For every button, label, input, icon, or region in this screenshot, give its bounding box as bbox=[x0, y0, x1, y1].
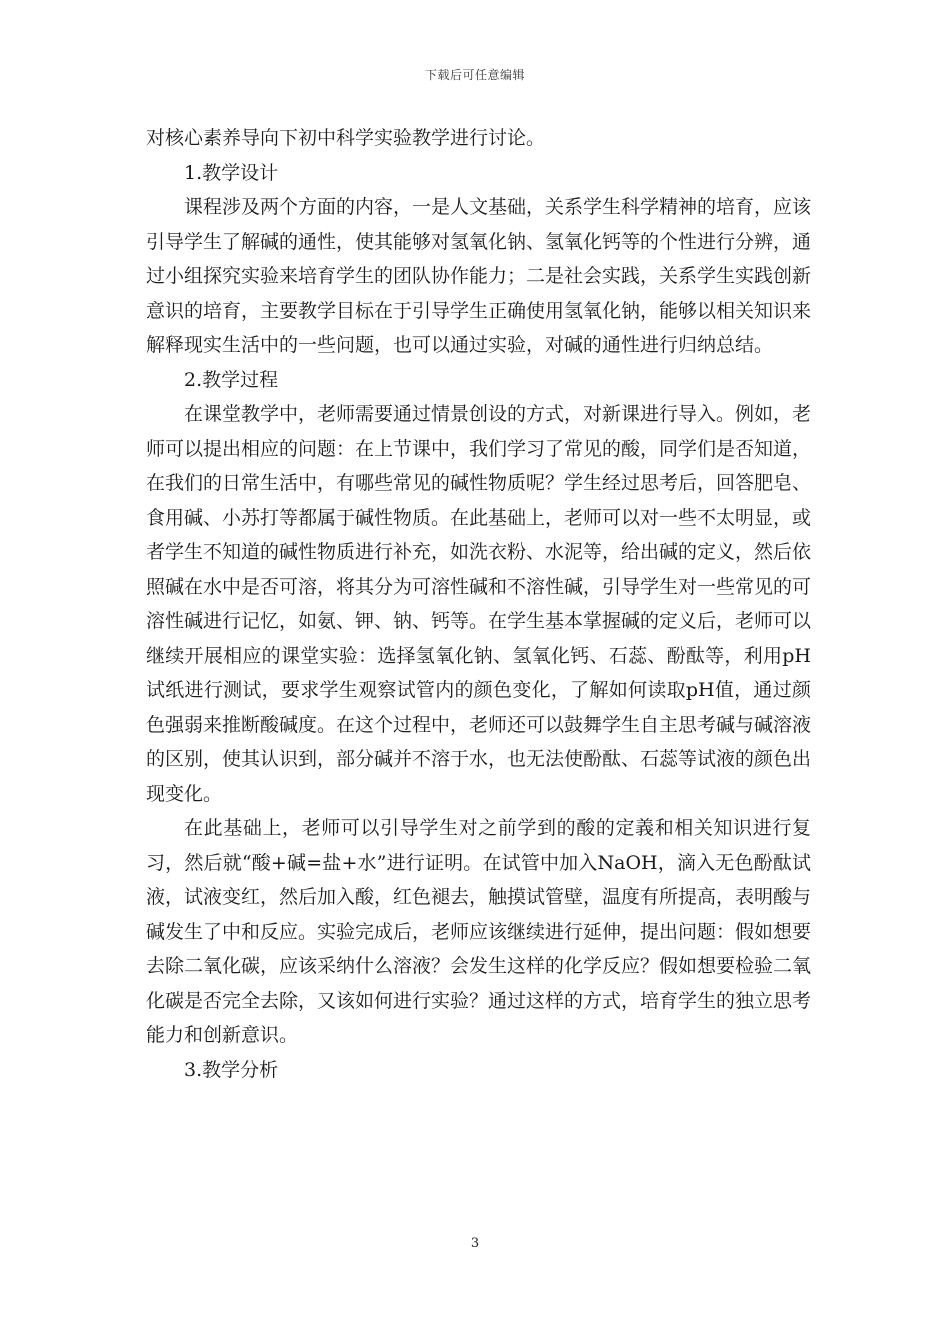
section-heading-teaching-process: 2.教学过程 bbox=[184, 368, 279, 391]
paragraph-teaching-design: 课程涉及两个方面的内容，一是人文基础，关系学生科学精神的培育，应该引导学生了解碱的通性，使其能够对氢氧化钠、氢氧化钙等的个性进行分辨，通过小组探究实验来培育学生的团队协作能力；二是社会实践，关系学生实践创新意识的培育，主要教学目标在于引导学生正确使用氢氧化钠，能够以相关知识来解释现实生活中的一些问题，也可以通过实验，对碱的通性进行归纳总结。 bbox=[146, 196, 812, 356]
section-heading-teaching-design: 1.教学设计 bbox=[184, 161, 279, 184]
document-body bbox=[146, 121, 811, 1087]
paragraph-teaching-process-1: 在课堂教学中，老师需要通过情景创设的方式，对新课进行导入。例如，老师可以提出相应的问题：在上节课中，我们学习了常见的酸，同学们是否知道，在我们的日常生活中，有哪些常见的碱性物质呢？学生经过思考后，回答肥皂、食用碱、小苏打等都属于碱性物质。在此基础上，老师可以对一些不太明显，或者学生不知道的碱性物质进行补充，如洗衣粉、水泥等，给出碱的定义，然后依照碱在水中是否可溶，将其分为可溶性碱和不溶性碱，引导学生对一些常见的可溶性碱进行记忆，如氨、钾、钠、钙等。在学生基本掌握碱的定义后，老师可以继续开展相应的课堂实验：选择氢氧化钠、氢氧化钙、石蕊、酚酞等，利用pH试纸进行测试，要求学生观察试管内的颜色变化，了解如何读取pH值，通过颜色强弱来推断酸碱度。在这个过程中，老师还可以鼓舞学生自主思考碱与碱溶液的区别，使其认识到，部分碱并不溶于水，也无法使酚酞、石蕊等试液的颜色出现变化。 bbox=[146, 403, 812, 805]
page-header: 下载后可任意编辑 bbox=[424, 68, 525, 82]
page-number: 3 bbox=[470, 1236, 480, 1251]
paragraph-teaching-process-2: 在此基础上，老师可以引导学生对之前学到的酸的定義和相关知识进行复习，然后就“酸+碱=盐+水”进行证明。在试管中加入NaOH，滴入无色酚酞试液，试液变红，然后加入酸，红色褪去，触摸试管壁，温度有所提高，表明酸与碱发生了中和反应。实验完成后，老师应该继续进行延伸，提出问题：假如想要去除二氧化碳，应该采纳什么溶液？会发生这样的化学反应？假如想要检验二氧化碳是否完全去除，又该如何进行实验？通过这样的方式，培育学生的独立思考能力和创新意识。 bbox=[146, 817, 812, 1046]
intro-paragraph: 对核心素养导向下初中科学实验教学进行讨论。 bbox=[146, 127, 546, 149]
section-heading-teaching-analysis: 3.教学分析 bbox=[184, 1058, 279, 1081]
